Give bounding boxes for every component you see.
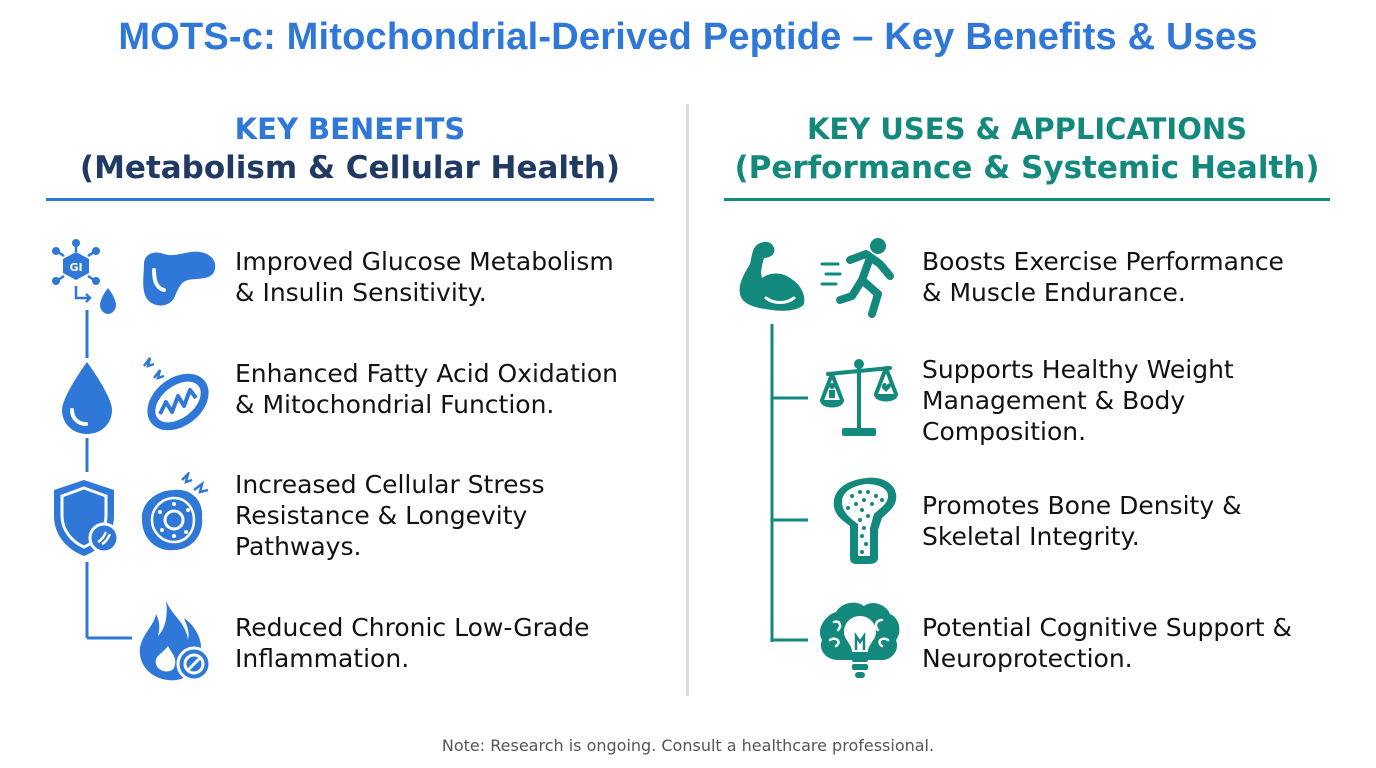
uses-connector-lines: [760, 322, 820, 652]
benefit-item-1: [235, 246, 614, 308]
benefit-item-4-line2: Inflammation.: [235, 644, 410, 673]
benefit-item-3-line1: Increased Cellular Stress: [235, 470, 545, 499]
benefit-item-3-line2: Resistance & Longevity: [235, 501, 528, 530]
benefits-heading-rule: [46, 198, 654, 201]
disclaimer-note: Note: Research is ongoing. Consult a healthcare professional.: [441, 736, 935, 755]
uses-heading-title: KEY USES & APPLICATIONS: [806, 112, 1248, 146]
uses-heading-subtitle: (Performance & Systemic Health): [734, 150, 1320, 186]
brain-lightbulb-icon: [816, 598, 904, 684]
benefit-item-4: [235, 612, 589, 674]
use-item-2-line3: Composition.: [922, 417, 1087, 446]
benefits-heading-title: KEY BENEFITS: [234, 112, 466, 146]
pancreas-icon: [134, 246, 220, 310]
use-item-1: [922, 246, 1284, 308]
use-item-4-line2: Neuroprotection.: [922, 644, 1133, 673]
benefit-item-3: [235, 469, 545, 562]
benefit-item-2: [235, 358, 618, 420]
svg-text:GI: GI: [69, 261, 83, 274]
page-title: MOTS-c: Mitochondrial-Derived Peptide – Key Benefits & Uses: [118, 16, 1258, 58]
column-divider: [686, 104, 689, 696]
benefit-item-3-line3: Pathways.: [235, 532, 362, 561]
use-item-2-line1: Supports Healthy Weight: [922, 355, 1234, 384]
benefit-item-2-line1: Enhanced Fatty Acid Oxidation: [235, 359, 619, 388]
droplet-icon: [56, 360, 118, 436]
benefits-heading-subtitle: (Metabolism & Cellular Health): [79, 150, 621, 186]
shield-icon: [50, 476, 122, 560]
mitochondria-icon: [134, 354, 216, 434]
uses-heading-rule: [724, 198, 1330, 201]
bone-icon: [826, 474, 906, 566]
use-item-2: [922, 354, 1234, 447]
benefits-heading: [46, 110, 654, 188]
uses-heading: [724, 110, 1330, 188]
balance-scale-icon: [818, 356, 900, 440]
use-item-3-line2: Skeletal Integrity.: [922, 522, 1140, 551]
use-item-3: [922, 490, 1242, 552]
benefit-item-1-line1: Improved Glucose Metabolism: [235, 247, 614, 276]
stressed-cell-icon: [136, 472, 216, 558]
benefit-item-4-line1: Reduced Chronic Low-Grade: [235, 613, 590, 642]
fire-prohibited-icon: [134, 596, 216, 686]
use-item-3-line1: Promotes Bone Density &: [922, 491, 1242, 520]
use-item-1-line2: & Muscle Endurance.: [922, 278, 1186, 307]
use-item-4-line1: Potential Cognitive Support &: [922, 613, 1293, 642]
use-item-1-line1: Boosts Exercise Performance: [922, 247, 1284, 276]
use-item-4: [922, 612, 1292, 674]
benefit-item-2-line2: & Mitochondrial Function.: [235, 390, 555, 419]
glucose-molecule-icon: [50, 238, 126, 318]
use-item-2-line2: Management & Body: [922, 386, 1186, 415]
benefit-item-1-line2: & Insulin Sensitivity.: [235, 278, 487, 307]
runner-icon: [820, 234, 900, 318]
flexed-arm-icon: [736, 238, 808, 314]
